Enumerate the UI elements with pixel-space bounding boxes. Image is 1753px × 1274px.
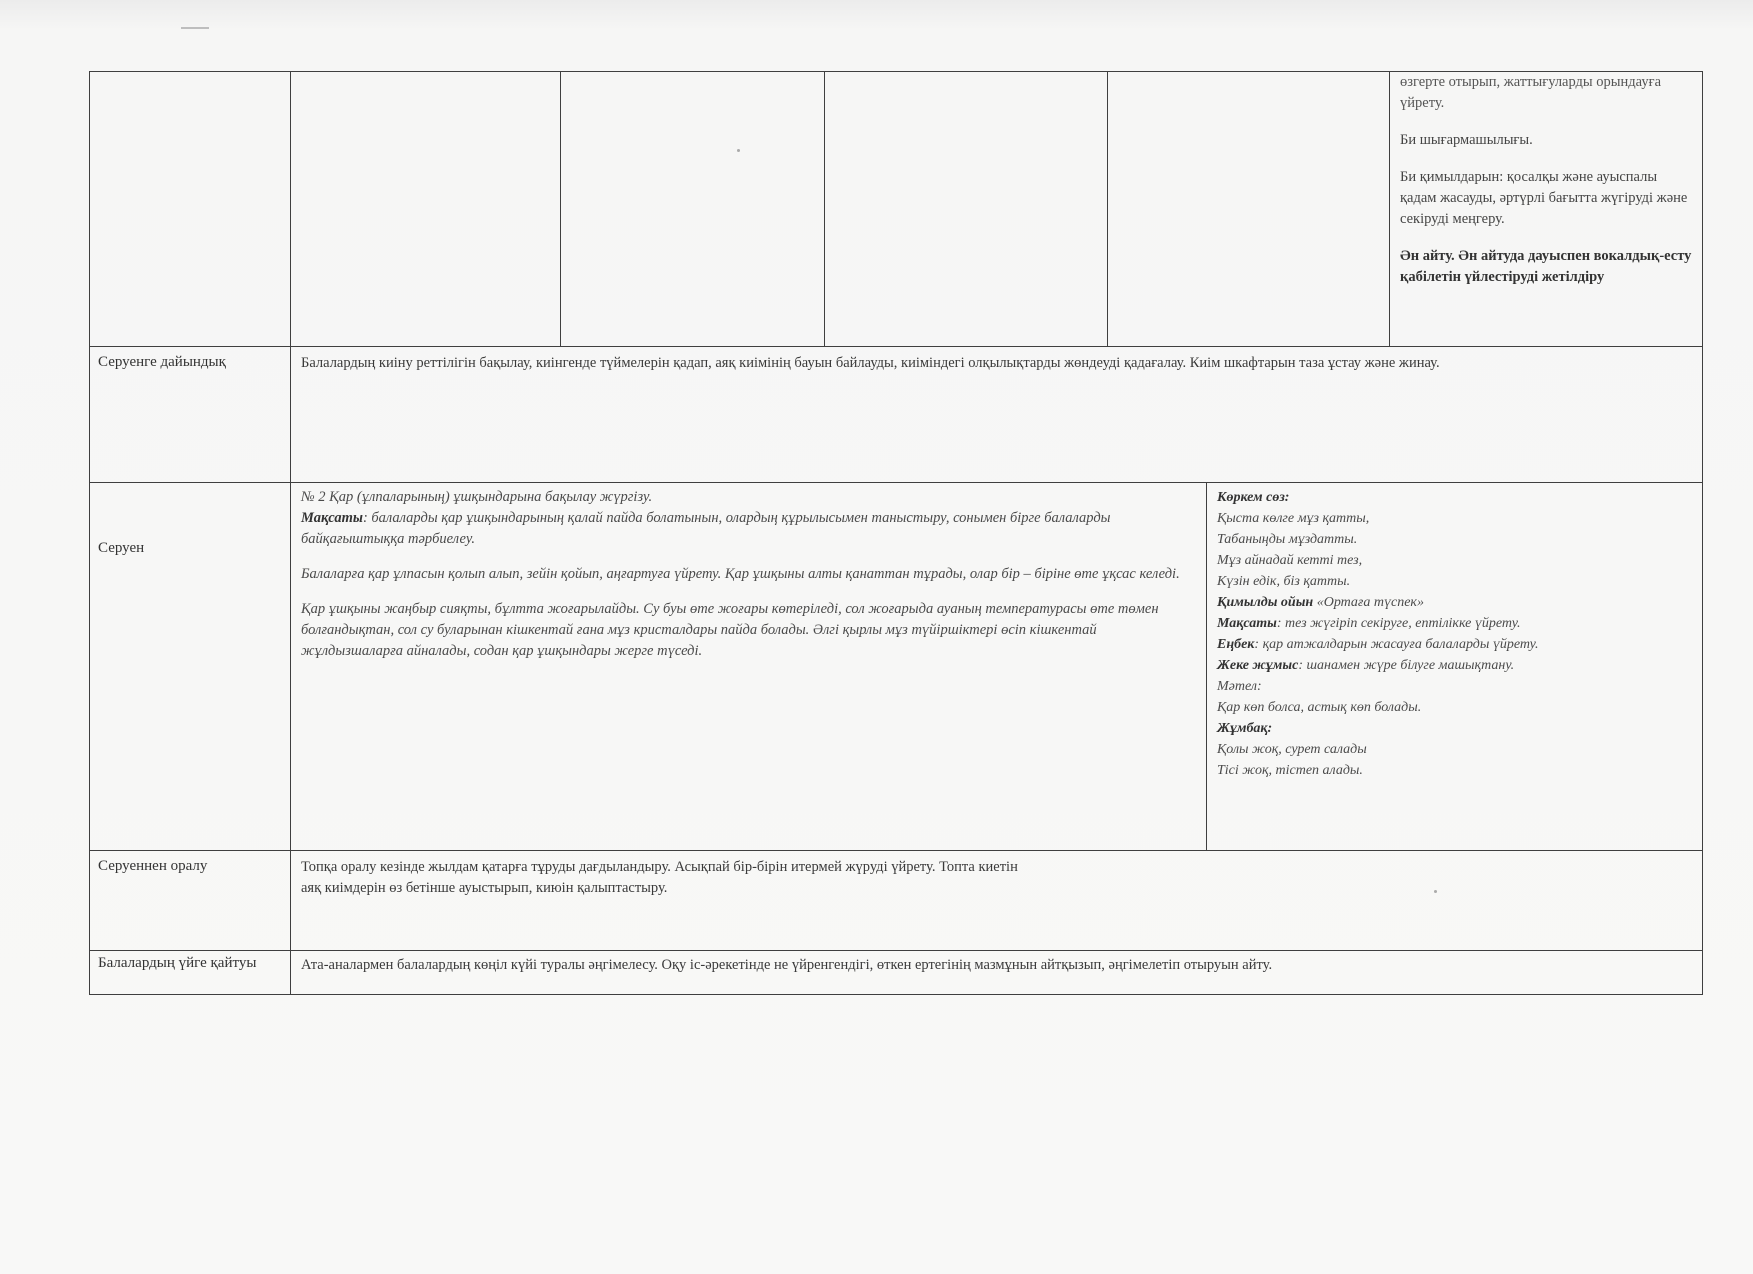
- poem-line-3: Мұз айнадай кетті тез,: [1217, 553, 1363, 568]
- riddle-line-1: Қолы жоқ, сурет салады: [1217, 742, 1367, 757]
- art-word-label: Көркем сөз:: [1217, 490, 1290, 505]
- game-goal: [1217, 613, 1692, 634]
- walk-label: [89, 482, 291, 851]
- game-goal-text: : тез жүгіріп секіруге, ептілікке үйрету.: [1276, 616, 1521, 631]
- walk-label-text: Серуен: [98, 540, 145, 556]
- poem-line-4: Күзін едік, біз қатты.: [1217, 574, 1351, 589]
- activity-fri-text-2: Би шығармашылығы.: [1400, 132, 1533, 148]
- activity-fri-text-1: өзгерте отырып, жаттығуларды орындауға үйрету.: [1400, 74, 1662, 111]
- scan-mark: [181, 27, 209, 29]
- walk-observation-goal: [301, 508, 1196, 550]
- schedule-table: [89, 71, 1703, 1014]
- walk-observation-p2: Қар ұшқыны жаңбыр сияқты, бұлтта жоғарылайды. Су буы өте жоғары көтеріледі, сол жоғарыда ауаның температурасы өте төмен болғандықтан, сол су буларынан кішкентай ғана мұз кристалдары пайда болады. Әлгі қырлы мұз түйіршіктері өсіп кішкентай жұлдызшаларға айналады, содан қар ұшқындары жерге түседі.: [301, 601, 1159, 659]
- walk-observation-title: № 2 Қар (ұлпаларының) ұшқындарына бақылау жүргізу.: [301, 489, 653, 505]
- individual-work-text: : шанамен жүре білуге машықтану.: [1298, 658, 1515, 673]
- poem-line-1: Қыста көлге мұз қатты,: [1217, 511, 1370, 526]
- going-home-text: Ата-аналармен балалардың көңіл күйі туралы әңгімелесу. Оқу іс-әрекетінде не үйренгендігі, өткен ертегінің мазмұнын айтқызып, әңгімелетіп отыруын айту.: [290, 950, 1703, 995]
- riddle-line-2: Тісі жоқ, тістеп алады.: [1217, 763, 1363, 778]
- walk-goal-label: Мақсаты: [301, 510, 363, 526]
- poem-line-2: Табаныңды мұздатты.: [1217, 532, 1358, 547]
- return-text-cell: [290, 850, 1703, 951]
- walk-goal-text: : балаларды қар ұшқындарының қалай пайда болатынын, олардың құрылысымен таныстыру, сонымен бірге балаларды байқағыштыққа тәрбиелеу.: [301, 510, 1111, 547]
- activity-cell-mon: [290, 71, 561, 347]
- walk-prep-text: Балалардың киіну реттілігін бақылау, киінгенде түймелерін қадап, аяқ киімінің бауын байлауды, киіміндегі олқылықтарды жөндеуді қадағалау. Киім шкафтарын таза ұстау және жинау.: [290, 346, 1703, 483]
- activity-cell-fri: [1389, 71, 1703, 347]
- activity-fri-text-3: Би қимылдарын: қосалқы және ауыспалы қадам жасауды, әртүрлі бағытта жүгіруді және секіруді меңгеру.: [1400, 169, 1688, 227]
- walk-observation-cell: [290, 482, 1207, 851]
- labor-text: : қар атжалдарын жасауға балаларды үйрету.: [1254, 637, 1539, 652]
- walk-activities-cell: [1206, 482, 1703, 851]
- movement-game: [1217, 592, 1692, 613]
- labor-label: Еңбек: [1217, 637, 1255, 652]
- game-goal-label: Мақсаты: [1217, 616, 1277, 631]
- row-activity-label-cell: [89, 71, 291, 347]
- activity-cell-tue: [560, 71, 825, 347]
- activity-cell-thu: [1107, 71, 1390, 347]
- return-text-line-1: Топқа оралу кезінде жылдам қатарға тұруды дағдыландыру. Асықпай бір-бірін итермей жүруді үйрету. Топта киетін: [301, 859, 1018, 875]
- movement-game-name: «Ортаға түспек»: [1313, 595, 1424, 610]
- individual-work-label: Жеке жұмыс: [1217, 658, 1299, 673]
- going-home-label: Балалардың үйге қайтуы: [89, 950, 291, 995]
- proverb-text: Қар көп болса, астық көп болады.: [1217, 700, 1422, 715]
- walk-prep-label: Серуенге дайындық: [89, 346, 291, 483]
- individual-work: [1217, 655, 1692, 676]
- activity-fri-text-4: Ән айту. Ән айтуда дауыспен вокалдық-есту қабілетін үйлестіруді жетілдіру: [1400, 248, 1692, 285]
- movement-game-label: Қимылды ойын: [1217, 595, 1314, 610]
- return-label: Серуеннен оралу: [89, 850, 291, 951]
- labor: [1217, 634, 1692, 655]
- riddle-label: Жұмбақ:: [1217, 721, 1273, 736]
- return-text-line-2: аяқ киімдерін өз бетінше ауыстырып, киюін қалыптастыру.: [301, 880, 668, 896]
- walk-observation-p1: Балаларға қар ұлпасын қолып алып, зейін қойып, аңғартуға үйрету. Қар ұшқыны алты қанаттан тұрады, олар бір – біріне өте ұқсас келеді.: [301, 566, 1180, 582]
- activity-cell-wed: [824, 71, 1108, 347]
- proverb-label: Мәтел:: [1217, 679, 1262, 694]
